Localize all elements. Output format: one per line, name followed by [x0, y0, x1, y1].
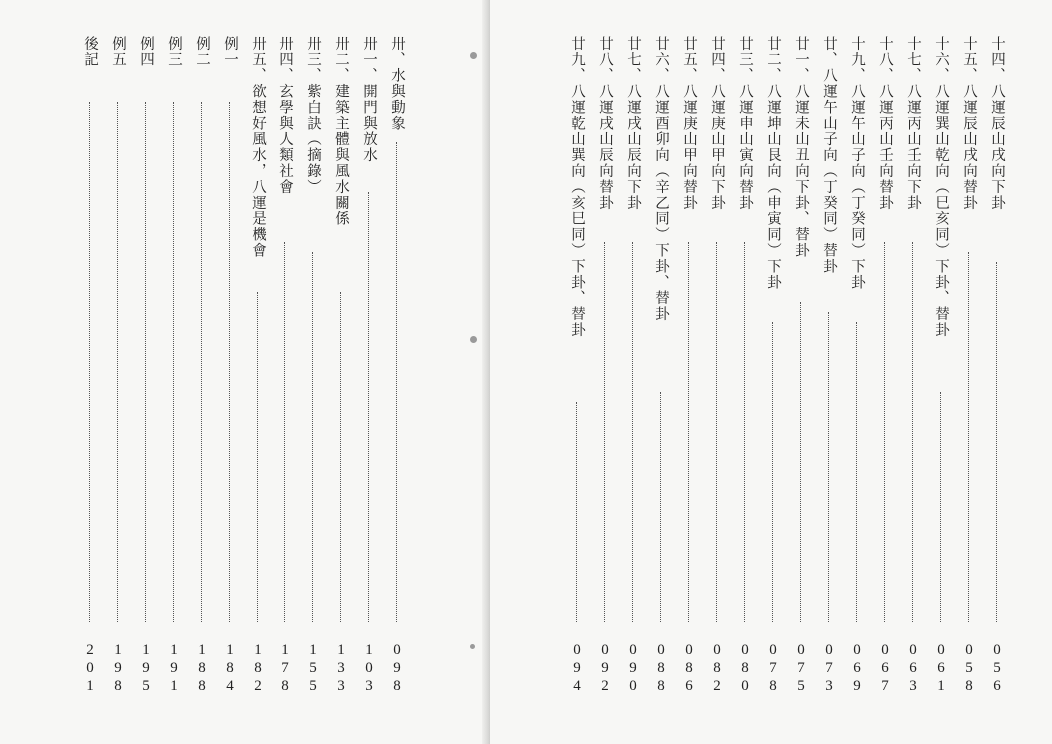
toc-entry-title: 十七、八運丙山壬向下卦: [905, 36, 921, 211]
toc-entry-page-number: 198: [110, 642, 126, 696]
dot-leader: [856, 322, 857, 622]
toc-entry-page-number: 155: [305, 642, 321, 696]
dot-leader: [396, 142, 397, 622]
toc-entry-page-number: 184: [222, 642, 238, 696]
toc-entry[interactable]: [79, 36, 101, 696]
dot-leader: [173, 102, 174, 622]
toc-entry-title: 廿一、八運未山丑向下卦、替卦: [793, 36, 809, 259]
dot-leader: [996, 262, 997, 622]
toc-entry-page-number: 182: [250, 642, 266, 696]
toc-entry[interactable]: [191, 36, 213, 696]
dot-leader: [744, 242, 745, 622]
toc-entry-title: 廿八、八運戌山辰向替卦: [597, 36, 613, 211]
dot-leader: [772, 322, 773, 622]
toc-entry[interactable]: [902, 36, 924, 696]
toc-entry-page-number: 067: [877, 642, 893, 696]
toc-entry-page-number: 088: [653, 642, 669, 696]
dot-leader: [828, 312, 829, 622]
dot-leader: [968, 252, 969, 622]
toc-entry-page-number: 073: [821, 642, 837, 696]
toc-entry[interactable]: [790, 36, 812, 696]
dot-leader: [604, 242, 605, 622]
toc-entry-page-number: 098: [389, 642, 405, 696]
dot-leader: [229, 102, 230, 622]
toc-entry[interactable]: [930, 36, 952, 696]
toc-entry[interactable]: [330, 36, 352, 696]
dot-leader: [800, 302, 801, 622]
dot-leader: [284, 242, 285, 622]
toc-entry-title: 廿九、八運乾山巽向（亥巳同）下卦、替卦: [569, 36, 585, 339]
toc-entry-page-number: 075: [793, 642, 809, 696]
toc-entry[interactable]: [566, 36, 588, 696]
toc-entry-title: 例五: [110, 36, 126, 68]
toc-entry[interactable]: [986, 36, 1008, 696]
toc-entry[interactable]: [650, 36, 672, 696]
toc-entry-title: 後記: [82, 36, 98, 68]
dot-leader: [145, 102, 146, 622]
dot-leader: [912, 242, 913, 622]
dot-leader: [340, 292, 341, 622]
toc-entry-title: 十九、八運午山子向（丁癸同）下卦: [849, 36, 865, 291]
dot-leader: [201, 102, 202, 622]
toc-entry-page-number: 063: [905, 642, 921, 696]
binding-hole-mark: [470, 644, 475, 649]
toc-entry-page-number: 078: [765, 642, 781, 696]
toc-entry[interactable]: [622, 36, 644, 696]
toc-entry-page-number: 069: [849, 642, 865, 696]
dot-leader: [632, 242, 633, 622]
toc-entry[interactable]: [734, 36, 756, 696]
toc-entry-title: 十五、八運辰山戌向替卦: [961, 36, 977, 211]
toc-entry-page-number: 133: [333, 642, 349, 696]
toc-entry[interactable]: [958, 36, 980, 696]
toc-entry-title: 十八、八運丙山壬向替卦: [877, 36, 893, 211]
toc-entry-title: 廿三、八運申山寅向替卦: [737, 36, 753, 211]
toc-entry[interactable]: [163, 36, 185, 696]
dot-leader: [660, 392, 661, 622]
toc-entry[interactable]: [846, 36, 868, 696]
toc-entry[interactable]: [818, 36, 840, 696]
toc-entry-page-number: 061: [933, 642, 949, 696]
toc-entry-title: 廿二、八運坤山艮向（申寅同）下卦: [765, 36, 781, 291]
toc-entry-title: 卅四、玄學與人類社會: [277, 36, 293, 195]
dot-leader: [117, 102, 118, 622]
toc-entry-title: 卅三、紫白訣（摘錄）: [305, 36, 321, 195]
toc-entry-page-number: 082: [709, 642, 725, 696]
toc-entry[interactable]: [135, 36, 157, 696]
toc-entry-page-number: 080: [737, 642, 753, 696]
toc-entry[interactable]: [386, 36, 408, 696]
toc-entry-page-number: 086: [681, 642, 697, 696]
toc-entry-page-number: 058: [961, 642, 977, 696]
toc-entry[interactable]: [358, 36, 380, 696]
toc-entry[interactable]: [302, 36, 324, 696]
dot-leader: [688, 242, 689, 622]
toc-entry-page-number: 201: [82, 642, 98, 696]
toc-entry-page-number: 090: [625, 642, 641, 696]
toc-entry[interactable]: [247, 36, 269, 696]
toc-entry-title: 廿六、八運酉卯向（辛乙同）下卦、替卦: [653, 36, 669, 323]
toc-entry-title: 卅一、開門與放水: [361, 36, 377, 164]
toc-entry-page-number: 103: [361, 642, 377, 696]
toc-entry-page-number: 178: [277, 642, 293, 696]
toc-entry[interactable]: [678, 36, 700, 696]
dot-leader: [312, 252, 313, 622]
toc-entry[interactable]: [762, 36, 784, 696]
toc-entry-page-number: 092: [597, 642, 613, 696]
dot-leader: [89, 102, 90, 622]
toc-entry-page-number: 094: [569, 642, 585, 696]
toc-entry-title: 廿四、八運庚山甲向下卦: [709, 36, 725, 211]
toc-entry[interactable]: [107, 36, 129, 696]
toc-entry-title: 例三: [166, 36, 182, 68]
toc-entry-title: 例二: [194, 36, 210, 68]
toc-entry[interactable]: [874, 36, 896, 696]
toc-entry-title: 卅二、建築主體與風水關係: [333, 36, 349, 227]
toc-entry-title: 卅五、欲想好風水，八運是機會: [250, 36, 266, 259]
toc-entry-title: 例四: [138, 36, 154, 68]
toc-entry-page-number: 195: [138, 642, 154, 696]
toc-entry-title: 廿五、八運庚山甲向替卦: [681, 36, 697, 211]
dot-leader: [257, 292, 258, 622]
dot-leader: [884, 242, 885, 622]
toc-entry-title: 卅、水與動象: [389, 36, 405, 132]
toc-entry-title: 十四、八運辰山戌向下卦: [989, 36, 1005, 211]
toc-entry-page-number: 191: [166, 642, 182, 696]
toc-entry-title: 廿、八運午山子向（丁癸同）替卦: [821, 36, 837, 275]
toc-entry-page-number: 188: [194, 642, 210, 696]
binding-hole-mark: [470, 336, 477, 343]
toc-entry-title: 十六、八運巽山乾向（巳亥同）下卦、替卦: [933, 36, 949, 339]
dot-leader: [716, 242, 717, 622]
toc-entry[interactable]: [219, 36, 241, 696]
toc-entry[interactable]: [706, 36, 728, 696]
toc-entry[interactable]: [594, 36, 616, 696]
toc-entry-title: 廿七、八運戌山辰向下卦: [625, 36, 641, 211]
left-page: [0, 0, 488, 744]
toc-entry-page-number: 056: [989, 642, 1005, 696]
toc-entry[interactable]: [274, 36, 296, 696]
dot-leader: [368, 192, 369, 622]
dot-leader: [940, 392, 941, 622]
toc-entry-title: 例一: [222, 36, 238, 68]
dot-leader: [576, 402, 577, 622]
right-page: [490, 0, 1052, 744]
binding-hole-mark: [470, 52, 477, 59]
